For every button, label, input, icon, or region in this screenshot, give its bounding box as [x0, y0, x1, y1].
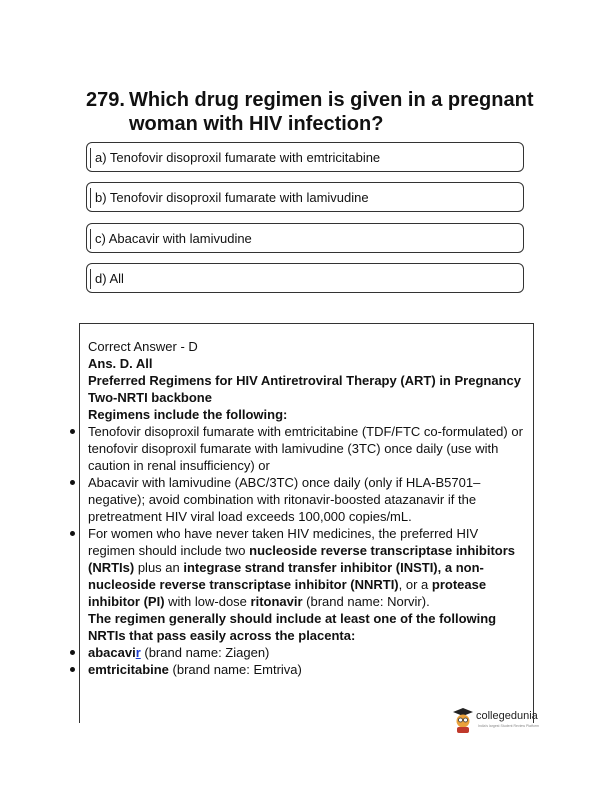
heading-nrtis-placenta: The regimen generally should include at least one of the following NRTIs that pass easily across the placenta: [88, 611, 497, 643]
bullet-tdf: Tenofovir disoproxil fumarate with emtricitabine (TDF/FTC co-formulated) or tenofovir disoproxil fumarate with lamivudine (3TC) once daily (use with caution in renal insufficiency) or [88, 423, 528, 474]
option-d-label: d) All [95, 271, 124, 286]
bullet-abacavir-ziagen: abacavir (brand name: Ziagen) [88, 644, 528, 661]
bullet-icon [70, 480, 75, 485]
abacavir-link[interactable]: r [135, 645, 141, 660]
graduate-mascot-icon [452, 707, 474, 733]
question-text: Which drug regimen is given in a pregnant woman with HIV infection? [129, 89, 534, 135]
option-d[interactable] [86, 263, 524, 293]
option-b-label: b) Tenofovir disoproxil fumarate with lamivudine [95, 190, 369, 205]
question-number: 279. [86, 89, 125, 111]
logo-tagline: India's largest Student Review Platform [478, 724, 539, 728]
option-c-label: c) Abacavir with lamivudine [95, 231, 252, 246]
bullet-icon [70, 667, 75, 672]
option-c[interactable] [86, 223, 524, 253]
bullet-naive-women: For women who have never taken HIV medicines, the preferred HIV regimen should include two nucleoside reverse transcriptase inhibitors (NRTIs) plus an integrase strand transfer inhibitor (INSTI), a non-nucleoside reverse transcriptase inhibitor (NNRTI), or a protease inhibitor (PI) with low-dose ritonavir (brand name: Norvir). [88, 525, 528, 610]
bullet-icon [70, 429, 75, 434]
option-a-label: a) Tenofovir disoproxil fumarate with emtricitabine [95, 150, 381, 165]
answer-explanation [88, 338, 528, 678]
answer-line: Ans. D. All [88, 356, 153, 371]
logo-name: collegedunia [476, 710, 538, 722]
heading-regimens: Regimens include the following: [88, 407, 288, 422]
option-b[interactable] [86, 182, 524, 212]
option-a[interactable] [86, 142, 524, 172]
bullet-abacavir: Abacavir with lamivudine (ABC/3TC) once daily (only if HLA-B5701–negative); avoid combination with ritonavir-boosted atazanavir if the pretreatment HIV viral load exceeds 100,000 copies/mL. [88, 474, 528, 525]
bullet-icon [70, 650, 75, 655]
bullet-icon [70, 531, 75, 536]
bullet-emtricitabine: emtricitabine (brand name: Emtriva) [88, 661, 528, 678]
heading-preferred-regimens: Preferred Regimens for HIV Antiretroviral Therapy (ART) in Pregnancy [88, 373, 521, 388]
heading-nrti-backbone: Two-NRTI backbone [88, 390, 212, 405]
correct-answer: Correct Answer - D [88, 339, 198, 354]
collegedunia-logo [452, 707, 548, 735]
